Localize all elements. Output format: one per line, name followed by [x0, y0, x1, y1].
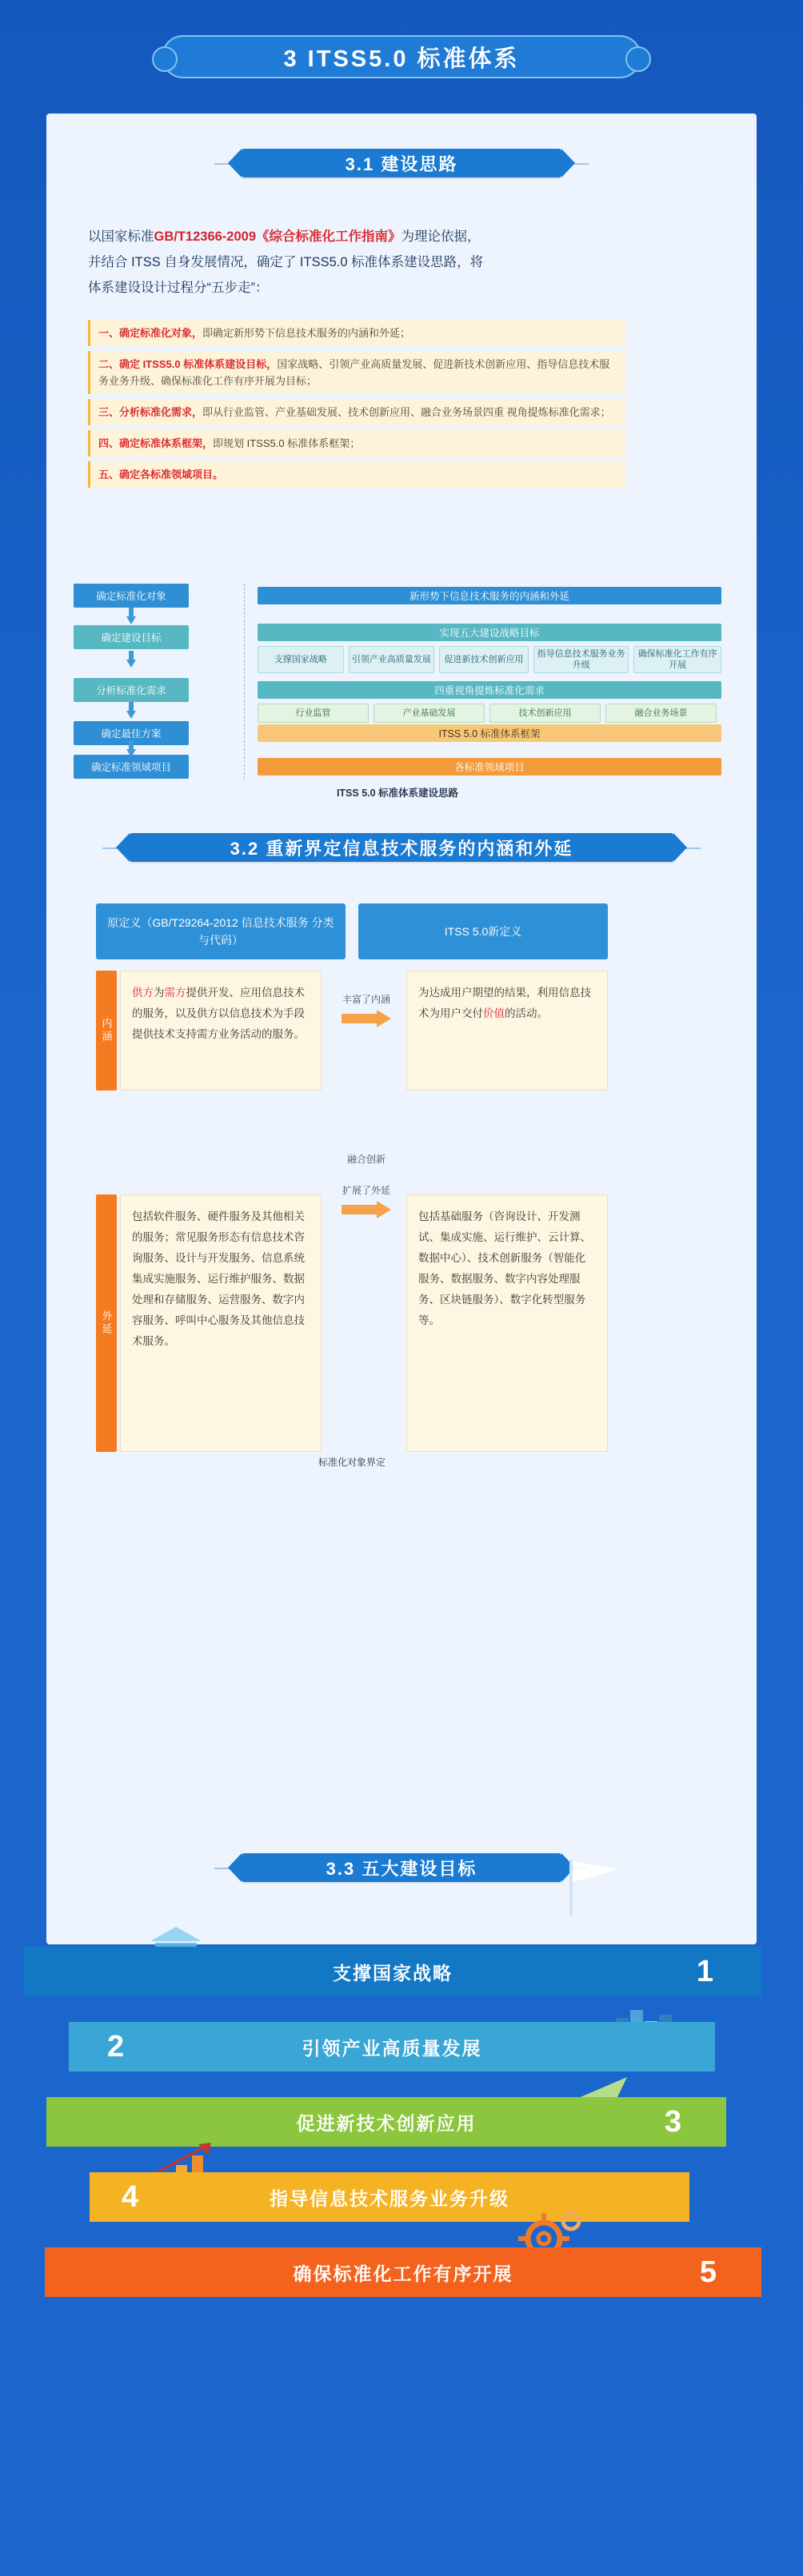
goals-list: [0, 1943, 803, 2319]
section-heading-3-1-text: 3.1 建设思路: [345, 154, 458, 174]
step-title: 三、分析标准化需求，: [98, 406, 203, 418]
intro-line2: 并结合 ITSS 自身发展情况，确定了 ITSS5.0 标准体系建设思路，将: [88, 255, 484, 269]
goal-band-2: [69, 2022, 715, 2072]
right-arrow-icon: [342, 1010, 391, 1027]
flow-left-step-5: 确定标准领域项目: [74, 755, 189, 779]
step-title: 二、确定 ITSS5.0 标准体系建设目标，: [98, 358, 278, 370]
definition-row-outer: [96, 1154, 608, 1466]
definition-outer-old: 包括软件服务、硬件服务及其他相关的服务；常见服务形态有信息技术咨询服务、设计与开发服务、信息系统集成实施服务、运行维护服务、数据处理和存储服务、运营服务、数字内容服务、呼叫中心服务及其他信息技术服务。: [120, 1194, 322, 1452]
goal-label-3: 促进新技术创新应用: [296, 2112, 477, 2134]
flow-need-box: 技术创新应用: [489, 704, 601, 723]
step-item: [88, 461, 625, 488]
section-heading-3-3-text: 3.3 五大建设目标: [326, 1858, 477, 1879]
goal-row-4: [0, 2168, 803, 2226]
flow-row5-bar: 各标准领域项目: [258, 758, 721, 776]
flow-row2-boxes: [258, 646, 721, 673]
definition-mid-inner: [330, 993, 403, 1031]
right-arrow-icon: [342, 1201, 391, 1218]
goal-band-5: [45, 2247, 761, 2297]
inner-old-t1: 为: [154, 987, 165, 999]
step-item: [88, 351, 625, 394]
flow-diagram: [74, 584, 721, 799]
flow-row4-bar: ITSS 5.0 标准体系框架: [258, 724, 721, 742]
flow-row3-bar: 四重视角提炼标准化需求: [258, 681, 721, 699]
flow-arrow-icon: [126, 651, 136, 668]
definition-comparison: [96, 903, 608, 1466]
step-item: [88, 430, 625, 457]
step-text: 国家战略、引领产业高质量发展、促进新技术创新应用、指导信息技术服务业务升级、确保标准化工作有序开展为目标；: [98, 358, 610, 387]
inner-old-kw1: 供方: [132, 987, 154, 999]
tag-inner: 内涵: [96, 971, 117, 1091]
flow-arrow-icon: [126, 702, 136, 720]
mid-label-enrich: 丰富了内涵: [342, 994, 390, 1005]
definition-header-old: 原定义（GB/T29264-2012 信息技术服务 分类与代码）: [96, 903, 346, 959]
intro-standard-ref: GB/T12366-2009《综合标准化工作指南》: [154, 229, 402, 244]
flow-divider: [244, 584, 245, 779]
flow-goal-box: 确保标准化工作有序开展: [633, 646, 721, 673]
goal-label-2: 引领产业高质量发展: [302, 2037, 482, 2059]
flow-left-step-4: 确定最佳方案: [74, 721, 189, 745]
goal-row-1: [0, 1943, 803, 2000]
definition-inner-old: [120, 971, 322, 1091]
step-item: [88, 399, 625, 425]
inner-new-t1: 为达成用户期望的结果，利用信息技术为用户交付: [418, 987, 591, 1019]
flow-row2-bar: 实现五大建设战略目标: [258, 624, 721, 641]
definition-caption: 标准化对象界定: [318, 1457, 386, 1468]
flow-row1-bar: 新形势下信息技术服务的内涵和外延: [258, 587, 721, 604]
definition-outer-new: 包括基础服务（咨询设计、开发测试、集成实施、运行维护、云计算、数据中心）、技术创新服务（智能化服务、数据服务、数字内容处理服务、区块链服务）、数字化转型服务等。: [406, 1194, 608, 1452]
goal-row-5: [0, 2243, 803, 2301]
page-title-banner: [162, 35, 641, 78]
flow-left-step-1: 确定标准化对象: [74, 584, 189, 608]
flow-arrow-icon: [126, 740, 136, 758]
flow-goal-box: 支撑国家战略: [258, 646, 344, 673]
goal-number-3: 3: [664, 2104, 681, 2139]
step-title: 五、确定各标准领域项目。: [98, 469, 224, 481]
steps-list: [88, 320, 625, 492]
definition-inner-new: [406, 971, 608, 1091]
intro-line3: 体系建设设计过程分“五步走”：: [88, 281, 269, 295]
flow-goal-box: 引领产业高质量发展: [349, 646, 435, 673]
inner-new-t2: 的活动。: [505, 1007, 548, 1019]
section-heading-3-3: [242, 1853, 561, 1882]
section-heading-3-2: [130, 833, 673, 862]
step-text: 即从行业监管、产业基础发展、技术创新应用、融合业务场景四重 视角提炼标准化需求；: [202, 406, 611, 418]
definition-row-inner: [96, 966, 608, 1062]
goal-label-4: 指导信息技术服务业务升级: [270, 2187, 509, 2209]
flow-left-step-3: 分析标准化需求: [74, 678, 189, 702]
intro-paragraph: [88, 224, 616, 301]
flag-icon: [560, 1855, 632, 1919]
tag-outer: 外延: [96, 1194, 117, 1452]
goal-band-1: [24, 1947, 761, 1996]
inner-old-t2: 提供开发、应用信息技术的服务，以及供方以信息技术为手段提供技术支持需方业务活动的服务。: [132, 987, 305, 1040]
flow-goal-box: 促进新技术创新应用: [439, 646, 529, 673]
goal-row-2: [0, 2018, 803, 2076]
page-title: 3 ITSS5.0 标准体系: [283, 46, 520, 72]
goal-band-4: [90, 2172, 689, 2222]
inner-old-kw2: 需方: [164, 987, 186, 999]
flow-arrow-icon: [126, 608, 136, 625]
goal-number-1: 1: [696, 1954, 713, 1988]
flow-caption: ITSS 5.0 标准体系建设思路: [336, 788, 459, 799]
goal-number-2: 2: [107, 2029, 125, 2064]
section-heading-3-2-text: 3.2 重新界定信息技术服务的内涵和外延: [230, 838, 573, 859]
goal-number-4: 4: [122, 2179, 139, 2214]
goal-number-5: 5: [699, 2255, 717, 2289]
step-title: 一、确定标准化对象，: [98, 327, 203, 339]
flow-goal-box: 指导信息技术服务业务升级: [533, 646, 629, 673]
flow-need-box: 行业监管: [258, 704, 369, 723]
flow-need-box: 融合业务场景: [605, 704, 717, 723]
inner-new-kw: 价值: [483, 1007, 505, 1019]
step-text: 即规划 ITSS5.0 标准体系框架；: [213, 437, 361, 449]
intro-line1-before: 以国家标准: [88, 229, 154, 244]
flow-row3-boxes: [258, 704, 721, 723]
mid-label-extend: 扩展了外延: [342, 1185, 390, 1196]
definition-mid-outer: [330, 1153, 403, 1222]
mid-label-fusion: 融合创新: [346, 1154, 386, 1165]
step-title: 四、确定标准体系框架，: [98, 437, 214, 449]
section-heading-3-1: [242, 149, 561, 177]
intro-line1-after: 为理论依据，: [401, 229, 481, 244]
flow-left-step-2: 确定建设目标: [74, 625, 189, 649]
goal-label-1: 支撑国家战略: [333, 1962, 453, 1984]
step-item: [88, 320, 625, 346]
goal-label-5: 确保标准化工作有序开展: [293, 2263, 513, 2284]
step-text: 即确定新形势下信息技术服务的内涵和外延；: [202, 327, 411, 339]
definition-header-new: ITSS 5.0新定义: [358, 903, 608, 959]
definition-headers: [96, 903, 608, 959]
flow-need-box: 产业基础发展: [374, 704, 485, 723]
goal-row-3: [0, 2093, 803, 2151]
